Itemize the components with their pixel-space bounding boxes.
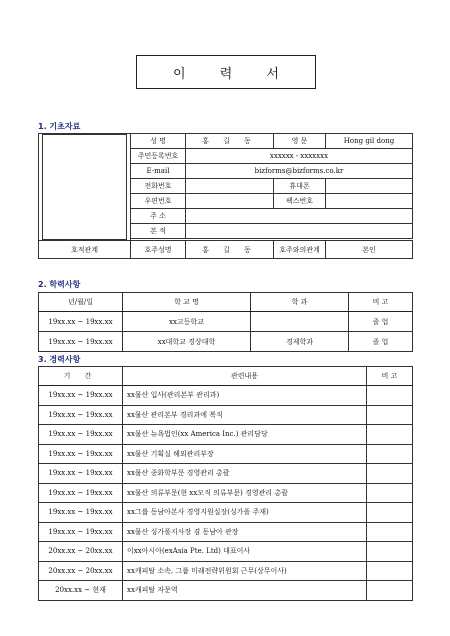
label-name: 성 명 bbox=[131, 134, 186, 149]
label-family-relation: 호적관계 bbox=[39, 241, 131, 259]
table-row bbox=[39, 405, 413, 425]
value-fax bbox=[326, 194, 413, 209]
career-cell-note bbox=[367, 561, 413, 581]
value-resident-no: xxxxxx - xxxxxxx bbox=[186, 149, 413, 164]
label-resident-no: 주민등록번호 bbox=[131, 149, 186, 164]
career-cell-note bbox=[367, 581, 413, 601]
edu-cell-school: xx대학교 경상대학 bbox=[123, 332, 251, 352]
career-cell-content: xx물산 종화학부문 경영관리 총괄 bbox=[123, 464, 367, 484]
career-cell-note bbox=[367, 483, 413, 503]
value-name: 홍 길 동 bbox=[186, 134, 274, 149]
table-row bbox=[39, 503, 413, 523]
value-head-name: 홍 길 동 bbox=[186, 241, 274, 259]
career-cell-content: xx물산 싱가폴지사장 겸 동남아 관장 bbox=[123, 522, 367, 542]
edu-cell-school: xx고등학교 bbox=[123, 312, 251, 332]
career-header-content: 관련내용 bbox=[123, 367, 367, 386]
value-zipcode bbox=[186, 194, 274, 209]
edu-cell-note: 졸 업 bbox=[349, 332, 413, 352]
career-header-period: 기 간 bbox=[39, 367, 123, 386]
value-email: bizforms@bizforms.co.kr bbox=[186, 164, 413, 179]
table-row bbox=[39, 464, 413, 484]
education-table bbox=[38, 292, 413, 352]
edu-cell-date: 19xx.xx ~ 19xx.xx bbox=[39, 312, 123, 332]
label-phone: 전화번호 bbox=[131, 179, 186, 194]
edu-header-date: 년/월/일 bbox=[39, 293, 123, 312]
table-row bbox=[39, 332, 413, 352]
value-head-relation: 본인 bbox=[326, 241, 413, 259]
table-row bbox=[39, 561, 413, 581]
career-cell-note bbox=[367, 542, 413, 562]
label-mobile: 휴대폰 bbox=[274, 179, 326, 194]
career-cell-content: xx캐피탈 소속, 그룹 미래전략위원회 근무(상무이사) bbox=[123, 561, 367, 581]
label-origin: 본 적 bbox=[131, 224, 186, 239]
career-cell-content: xx캐피탈 자문역 bbox=[123, 581, 367, 601]
table-row bbox=[39, 581, 413, 601]
career-cell-period: 19xx.xx ~ 19xx.xx bbox=[39, 464, 123, 484]
career-cell-period: 19xx.xx ~ 19xx.xx bbox=[39, 386, 123, 406]
table-row bbox=[39, 522, 413, 542]
table-row bbox=[39, 444, 413, 464]
photo-placeholder bbox=[39, 134, 131, 241]
career-cell-period: 19xx.xx ~ 19xx.xx bbox=[39, 405, 123, 425]
value-origin bbox=[186, 224, 413, 239]
career-cell-period: 19xx.xx ~ 19xx.xx bbox=[39, 483, 123, 503]
career-cell-note bbox=[367, 425, 413, 445]
career-cell-period: 19xx.xx ~ 19xx.xx bbox=[39, 444, 123, 464]
label-zipcode: 우편번호 bbox=[131, 194, 186, 209]
section-education-title: 2. 학력사항 bbox=[38, 280, 81, 289]
career-cell-period: 19xx.xx ~ 19xx.xx bbox=[39, 425, 123, 445]
value-english: Hong gil dong bbox=[326, 134, 413, 149]
section-career-title: 3. 경력사항 bbox=[38, 355, 81, 364]
career-cell-note bbox=[367, 386, 413, 406]
career-cell-period: 19xx.xx ~ 19xx.xx bbox=[39, 522, 123, 542]
value-phone bbox=[186, 179, 274, 194]
table-row bbox=[39, 483, 413, 503]
career-cell-period: 20xx.xx ~ 현재 bbox=[39, 581, 123, 601]
career-cell-period: 20xx.xx ~ 20xx.xx bbox=[39, 542, 123, 562]
career-cell-note bbox=[367, 503, 413, 523]
career-cell-note bbox=[367, 464, 413, 484]
photo-frame bbox=[42, 134, 127, 240]
career-cell-content: xx물산 관리본부 경리과에 복직 bbox=[123, 405, 367, 425]
career-cell-content: xx물산 의류부문(현 xx모직 의류부문) 경영관리 총괄 bbox=[123, 483, 367, 503]
edu-header-note: 비 고 bbox=[349, 293, 413, 312]
table-row bbox=[39, 425, 413, 445]
document-title: 이 력 서 bbox=[136, 55, 316, 89]
edu-cell-date: 19xx.xx ~ 19xx.xx bbox=[39, 332, 123, 352]
career-cell-content: xx물산 기획실 해외관리부장 bbox=[123, 444, 367, 464]
section-basic-title: 1. 기초자료 bbox=[38, 122, 81, 131]
label-english: 영 문 bbox=[274, 134, 326, 149]
table-row bbox=[39, 312, 413, 332]
edu-header-major: 학 과 bbox=[251, 293, 349, 312]
label-head-name: 호주성명 bbox=[131, 241, 186, 259]
career-cell-content: xx그룹 동남아본사 경영지원실장(싱가폴 주재) bbox=[123, 503, 367, 523]
career-cell-content: xx물산 뉴욕법인(xx America Inc.) 관리담당 bbox=[123, 425, 367, 445]
label-fax: 팩스번호 bbox=[274, 194, 326, 209]
career-header-note: 비 고 bbox=[367, 367, 413, 386]
basic-info-table bbox=[38, 133, 413, 259]
edu-cell-major: 경제학과 bbox=[251, 332, 349, 352]
edu-cell-major bbox=[251, 312, 349, 332]
career-cell-content: 이xx아시아(exAsia Pte. Ltd) 대표이사 bbox=[123, 542, 367, 562]
career-cell-period: 20xx.xx ~ 20xx.xx bbox=[39, 561, 123, 581]
value-address bbox=[186, 209, 413, 224]
table-row bbox=[39, 386, 413, 406]
edu-cell-note: 졸 업 bbox=[349, 312, 413, 332]
career-cell-note bbox=[367, 405, 413, 425]
label-email: E-mail bbox=[131, 164, 186, 179]
career-cell-period: 19xx.xx ~ 19xx.xx bbox=[39, 503, 123, 523]
career-cell-note bbox=[367, 522, 413, 542]
career-table bbox=[38, 366, 413, 601]
value-mobile bbox=[326, 179, 413, 194]
edu-header-school: 학 교 명 bbox=[123, 293, 251, 312]
table-row bbox=[39, 542, 413, 562]
career-cell-note bbox=[367, 444, 413, 464]
label-head-relation: 호주와의관계 bbox=[274, 241, 326, 259]
label-address: 주 소 bbox=[131, 209, 186, 224]
career-cell-content: xx물산 입사(관리본부 관리과) bbox=[123, 386, 367, 406]
